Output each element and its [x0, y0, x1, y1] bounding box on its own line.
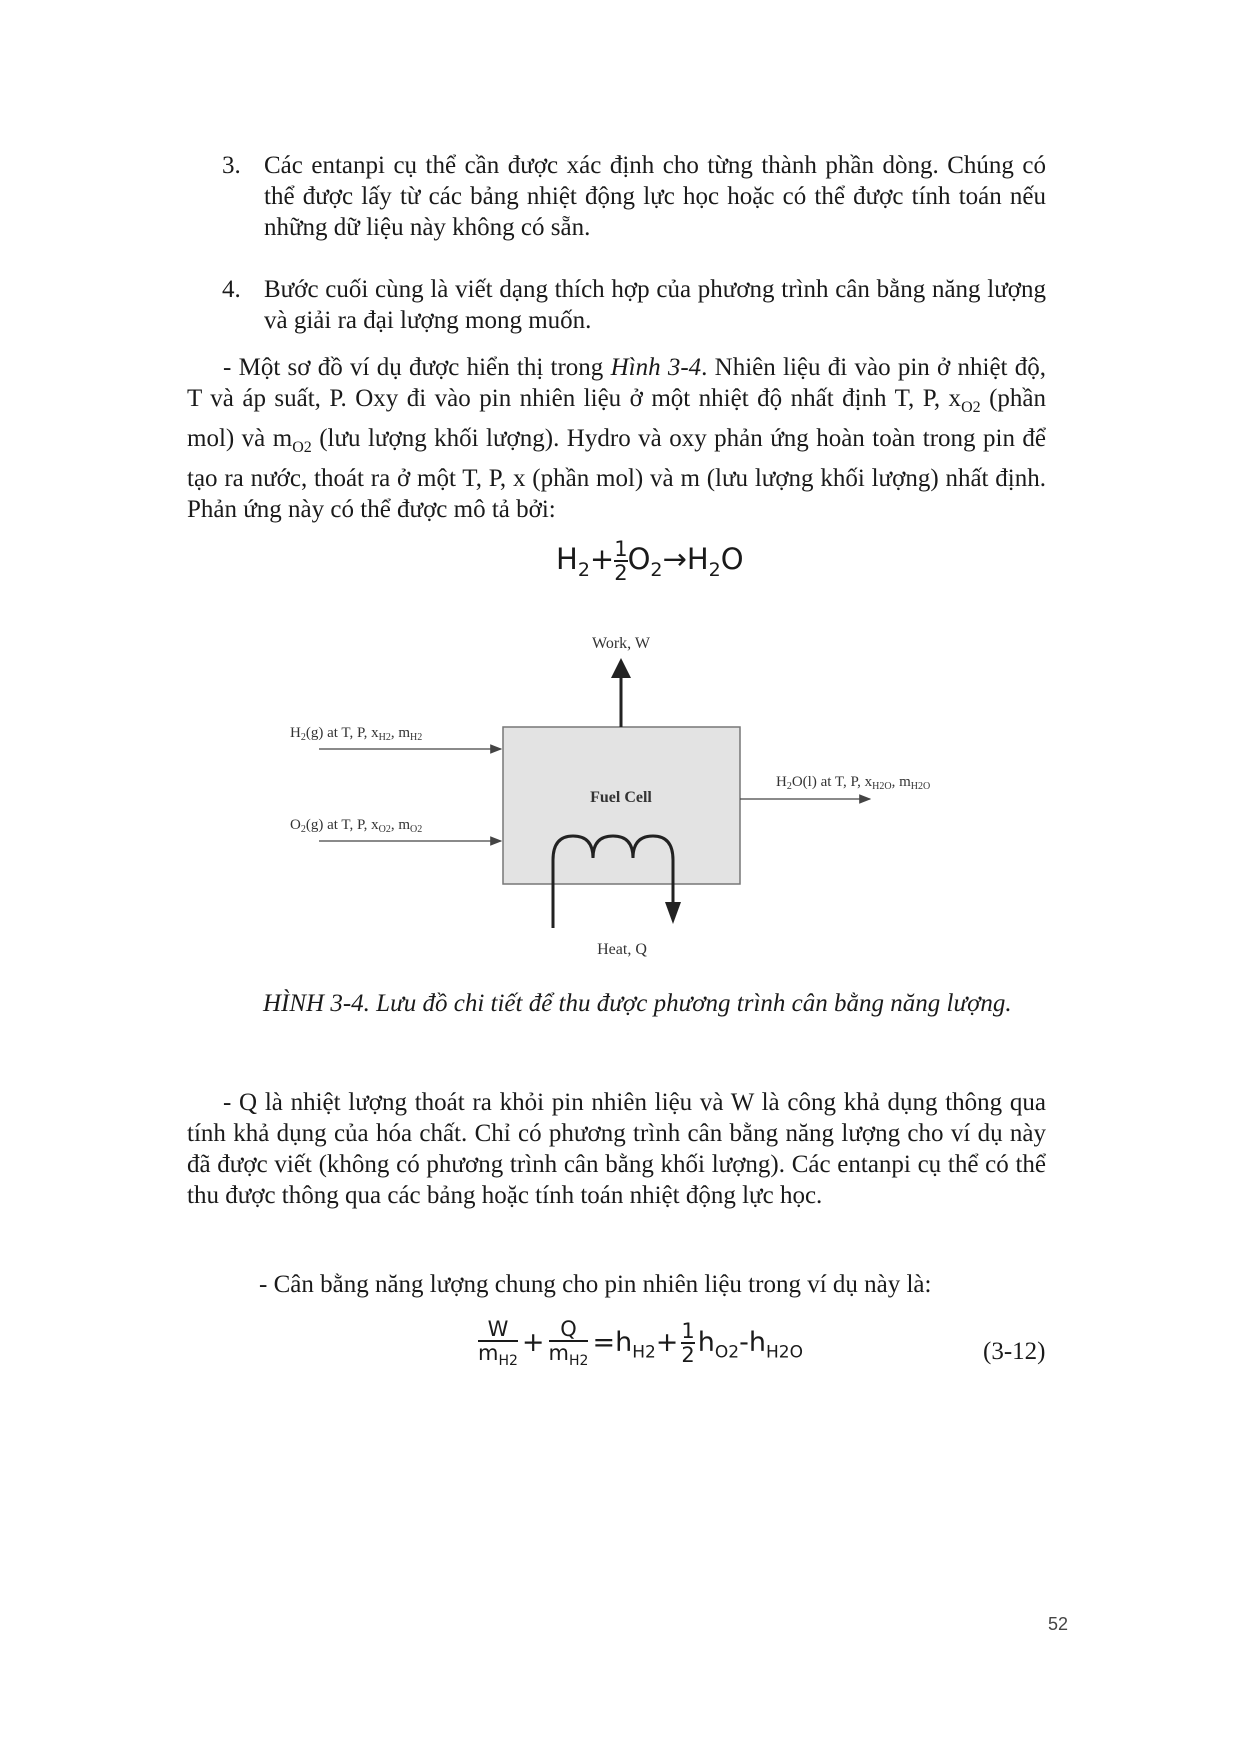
eq-op: + [589, 542, 615, 577]
figure-reference: Hình 3-4 [610, 354, 702, 381]
eq-term: H [686, 542, 709, 577]
para-text: (lưu lượng khối lượng). Hydro và oxy phản ứng hoàn toàn trong pin để tạo ra nước, thoát ra ở một T, P, x (phần mol) và m (lưu lượng khối lượng) nhất định. Phản ứng này có thể được mô tả bởi: [187, 425, 1046, 523]
denominator: $m_{H2}$ [548, 1341, 589, 1370]
numerator: W [487, 1317, 509, 1341]
eq-op: + [655, 1326, 679, 1358]
page-number: 52 [1048, 1614, 1069, 1634]
numerator: 1 [614, 537, 628, 561]
para-text: - Q là nhiệt lượng thoát ra khỏi pin nhiên liệu và W là công khả dụng thông qua tính khả dụng của hóa chất. Chỉ có phương trình cân bằng năng lượng cho ví dụ này đã được viết (không có phương trình cân bằng khối lượng). Các entanpi cụ thể có thể thu được thông qua các bảng hoặc tính toán nhiệt động lực học. [187, 1089, 1046, 1209]
eq-op: = [592, 1326, 616, 1358]
o2-input-label: $O_2(g)$ at T, P, $x_{O2}$, $m_{O2}$ [290, 817, 423, 835]
list-number: 3. [222, 152, 241, 179]
list-item [222, 150, 1046, 243]
eq-term: O [627, 542, 651, 577]
fraction-w [478, 1318, 518, 1369]
eq-term: H [556, 542, 578, 577]
reaction-equation [556, 538, 744, 584]
para-lead: - Một sơ đồ ví dụ được hiển thị trong [223, 354, 611, 381]
denominator: 2 [681, 1343, 695, 1368]
fuel-cell-diagram [270, 622, 990, 962]
h2-input-label: $H_2(g)$ at T, P, $x_{H2}$, $m_{H2}$ [290, 725, 423, 743]
eq-op: - [739, 1326, 749, 1358]
eq-sub: 2 [577, 558, 590, 581]
paragraph-intro [187, 352, 1046, 525]
paragraph-explanation [187, 1087, 1046, 1211]
list-item [222, 274, 1046, 336]
paragraph-energy-balance [187, 1269, 1046, 1300]
denominator: $m_{H2}$ [478, 1341, 518, 1370]
eq-sub: 2 [650, 558, 663, 581]
heat-arrowhead [665, 902, 681, 924]
numerator: Q [560, 1317, 577, 1341]
fuel-cell-label: Fuel Cell [590, 789, 652, 806]
denominator: 2 [614, 561, 628, 586]
list-number: 4. [222, 276, 241, 303]
work-arrowhead [611, 658, 631, 678]
energy-balance-equation [478, 1318, 803, 1369]
eq-term: O [720, 542, 744, 577]
eq-term: h [697, 1326, 715, 1358]
list-text: Các entanpi cụ thể cần được xác định cho từng thành phần dòng. Chúng có thể được lấy từ các bảng nhiệt động lực học hoặc có thể được tính toán nếu những dữ liệu này không có sẵn. [264, 152, 1046, 241]
para-text: (phần mol) và m [187, 385, 1047, 452]
heat-label: Heat, Q [597, 941, 647, 958]
eq-term: h [748, 1326, 766, 1358]
eq-sub: 2 [708, 558, 721, 581]
subscript: O2 [292, 439, 312, 456]
eq-arrow: → [662, 542, 687, 577]
numerator: 1 [681, 1319, 695, 1344]
figure-caption: HÌNH 3-4. Lưu đồ chi tiết để thu được phương trình cân bằng năng lượng. [263, 990, 1012, 1017]
fraction [614, 538, 627, 584]
fraction-half [681, 1320, 694, 1366]
eq-op: + [521, 1326, 545, 1358]
eq-sub: H2 [632, 1342, 656, 1363]
equation-number: (3-12) [983, 1338, 1046, 1365]
para-text: . Nhiên liệu đi vào pin ở nhiệt độ, T và áp suất, P. Oxy đi vào pin nhiên liệu ở một nhiệt độ nhất định T, P, x [187, 354, 1047, 412]
eq-sub: H2O [766, 1342, 803, 1363]
eq-term: h [615, 1326, 633, 1358]
work-label: Work, W [592, 635, 650, 652]
para-text: - Cân bằng năng lượng chung cho pin nhiên liệu trong ví dụ này là: [259, 1271, 932, 1298]
list-text: Bước cuối cùng là viết dạng thích hợp của phương trình cân bằng năng lượng và giải ra đại lượng mong muốn. [264, 276, 1046, 334]
h2o-output-label: $H_2O(l)$ at T, P, $x_{H2O}$, $m_{H2O}$ [776, 774, 931, 792]
subscript: O2 [961, 399, 981, 416]
fraction-q [549, 1318, 589, 1369]
eq-sub: O2 [714, 1342, 740, 1363]
